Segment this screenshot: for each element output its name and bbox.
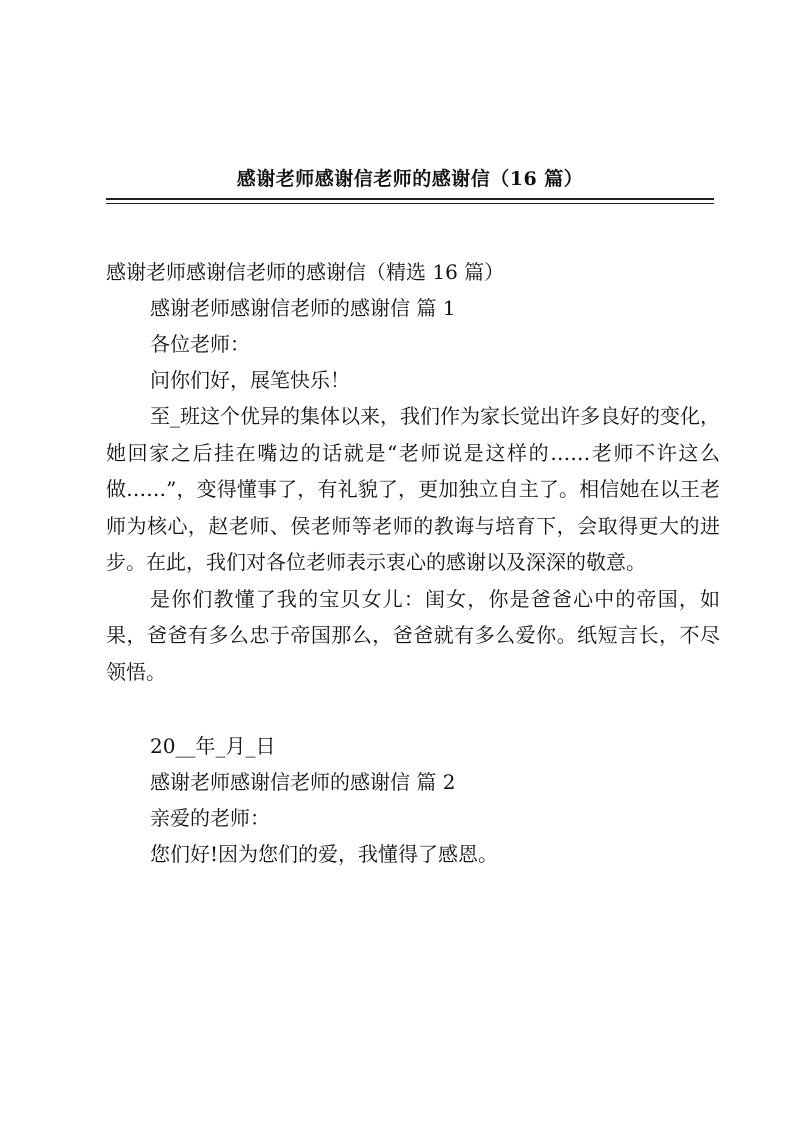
header-title: 感谢老师感谢信老师的感谢信（16 篇） (236, 168, 584, 190)
spacer (106, 690, 720, 728)
document-body (106, 254, 720, 872)
letter-1-paragraph-2: 是你们教懂了我的宝贝女儿：闺女，你是爸爸心中的帝国，如果，爸爸有多么忠于帝国那么，爸爸就有多么爱你。纸短言长，不尽领悟。 (106, 586, 720, 684)
letter-1-title: 感谢老师感谢信老师的感谢信 篇 1 (150, 296, 456, 320)
letter-2-salutation: 亲爱的老师： (150, 806, 270, 830)
letter-2-line-1: 您们好!因为您们的爱，我懂得了感恩。 (150, 842, 499, 866)
letter-2-title: 感谢老师感谢信老师的感谢信 篇 2 (150, 770, 456, 794)
letter-1-greeting: 问你们好，展笔快乐！ (150, 368, 350, 392)
header-rule-thick (106, 198, 714, 200)
letter-1-salutation: 各位老师： (150, 332, 250, 356)
header-rule-thin (106, 203, 714, 204)
letter-1-date: 20__年_月_日 (150, 734, 276, 758)
letter-1-paragraph-1: 至_班这个优异的集体以来，我们作为家长觉出许多良好的变化，她回家之后挂在嘴边的话就是“老师说是这样的……老师不许这么做……”，变得懂事了，有礼貌了，更加独立自主了。相信她在以王老师为核心，赵老师、侯老师等老师的教诲与培育下，会取得更大的进步。在此，我们对各位老师表示衷心的感谢以及深深的敬意。 (106, 404, 720, 574)
document-title: 感谢老师感谢信老师的感谢信（精选 16 篇） (106, 260, 505, 284)
